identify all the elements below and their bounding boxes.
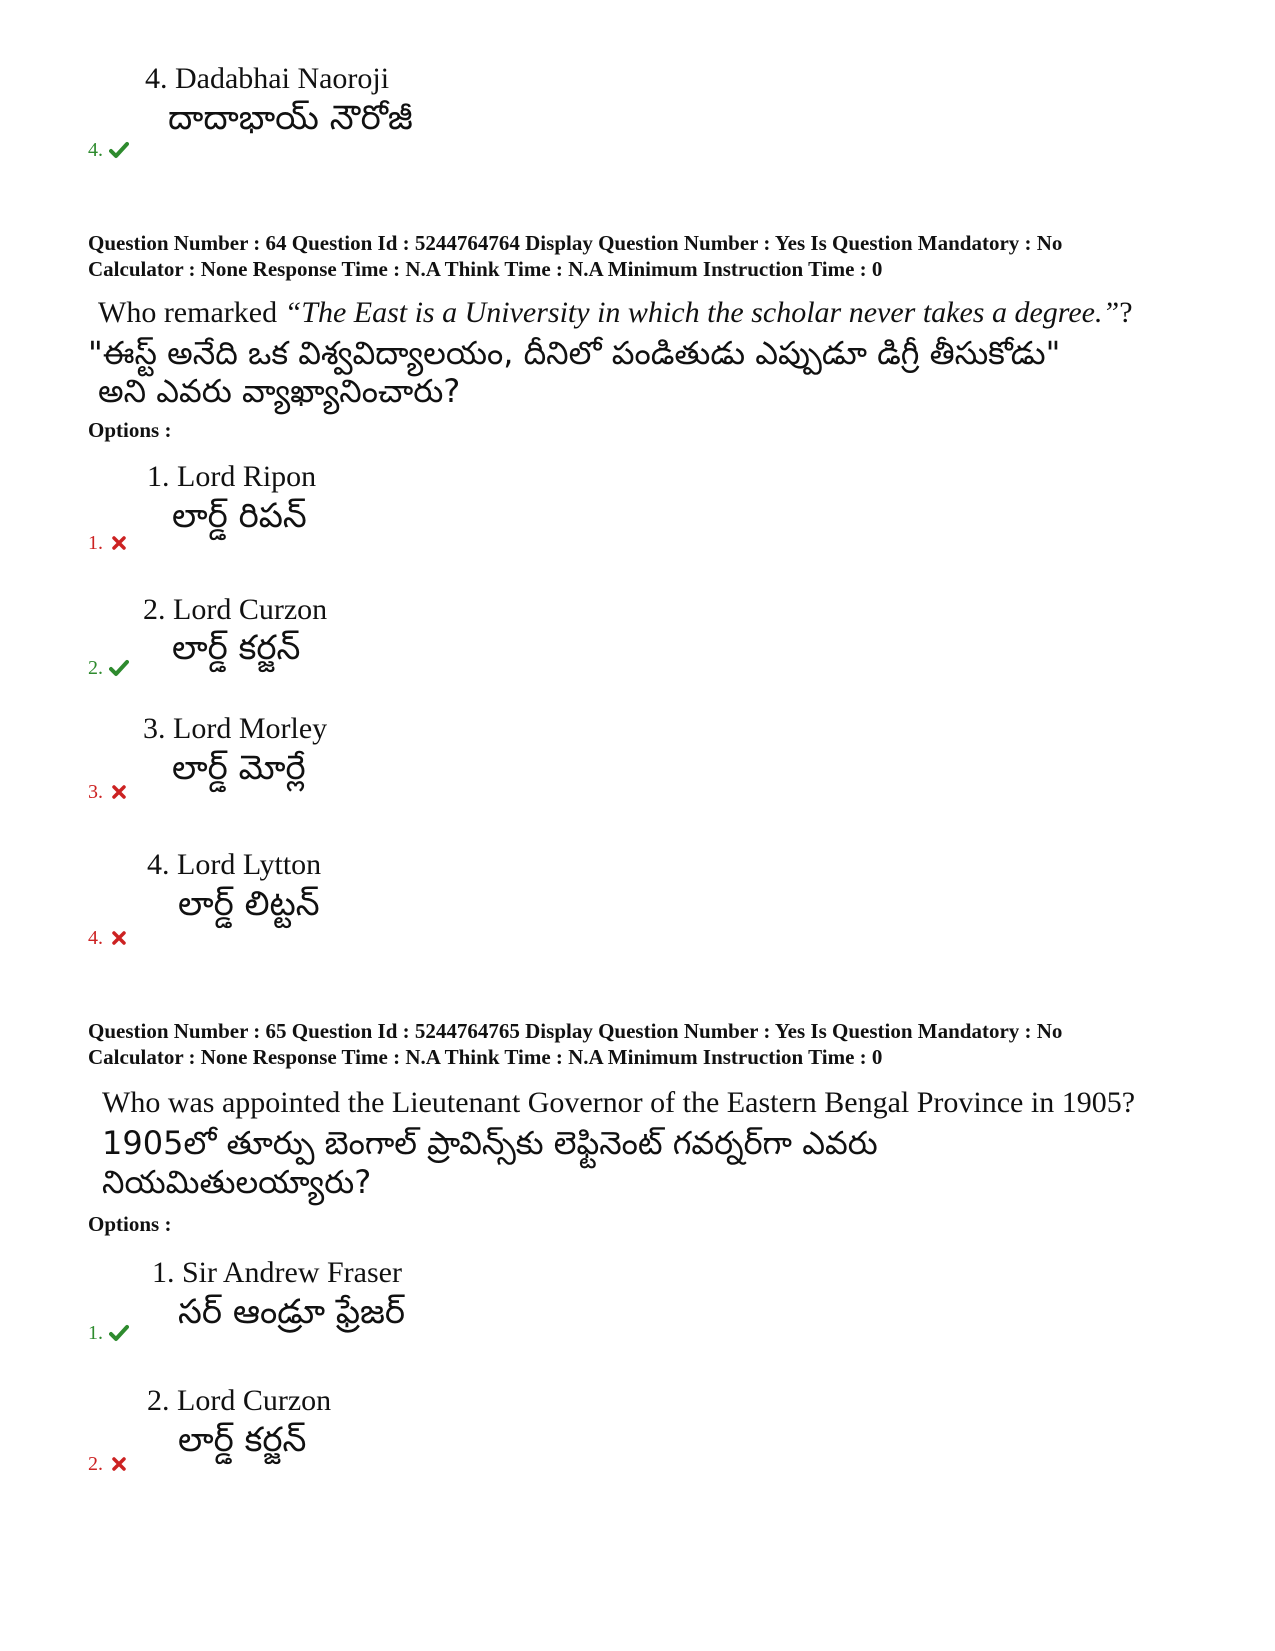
q64-option-3-marker xyxy=(88,780,127,804)
cross-icon xyxy=(111,1456,127,1472)
cross-icon xyxy=(111,930,127,946)
q64-options-label: Options : xyxy=(88,418,172,442)
check-icon xyxy=(109,1323,129,1343)
q65-option-1-telugu: సర్ ఆండ్రూ ఫ్రేజర్ xyxy=(178,1292,406,1332)
q64-question-telugu-line-2: అని ఎవరు వ్యాఖ్యానించారు? xyxy=(98,372,461,410)
q64-meta-line-2: Calculator : None Response Time : N.A Think Time : N.A Minimum Instruction Time : 0 xyxy=(88,257,883,281)
q64-question-suffix: ? xyxy=(1119,296,1133,329)
q65-option-1-english: 1. Sir Andrew Fraser xyxy=(152,1256,402,1289)
marker-number: 1. xyxy=(88,1321,103,1344)
check-icon xyxy=(109,658,129,678)
cross-icon xyxy=(111,784,127,800)
q64-option-1-marker xyxy=(88,531,127,555)
q64-question-telugu-line-1: "ఈస్ట్ అనేది ఒక విశ్వవిద్యాలయం, దీనిలో పండితుడు ఎప్పుడూ డిగ్రీ తీసుకోడు" xyxy=(88,334,1061,372)
q65-option-2-english: 2. Lord Curzon xyxy=(147,1384,332,1417)
q64-question-quote: “The East is a University in which the scholar never takes a degree.” xyxy=(284,296,1120,329)
q64-option-4-telugu: లార్డ్ లిట్టన్ xyxy=(178,884,320,924)
q64-question-prefix: Who remarked xyxy=(98,296,285,329)
marker-number: 2. xyxy=(88,1452,103,1475)
q65-option-1-marker xyxy=(88,1321,129,1345)
q65-option-2-telugu: లార్డ్ కర్జన్ xyxy=(178,1420,307,1460)
prev-option-4-english: 4. Dadabhai Naoroji xyxy=(145,62,390,95)
prev-option-4-telugu: దాదాభాయ్ నౌరోజీ xyxy=(168,98,413,138)
marker-number: 3. xyxy=(88,780,103,803)
check-icon xyxy=(109,140,129,160)
q65-meta-line-2: Calculator : None Response Time : N.A Think Time : N.A Minimum Instruction Time : 0 xyxy=(88,1045,883,1069)
q64-option-1-telugu: లార్డ్ రిపన్ xyxy=(172,496,307,536)
q64-option-2-telugu: లార్డ్ కర్జన్ xyxy=(172,628,301,668)
q64-question-english xyxy=(98,296,1133,330)
q65-question-telugu-line-1: 1905లో తూర్పు బెంగాల్ ప్రావిన్స్‌కు లెఫ్టినెంట్ గవర్నర్‌గా ఎవరు xyxy=(102,1124,878,1162)
q64-option-1-english: 1. Lord Ripon xyxy=(147,460,317,493)
marker-number: 4. xyxy=(88,926,103,949)
q64-option-4-marker xyxy=(88,926,127,950)
q64-option-2-marker xyxy=(88,656,129,680)
marker-number: 4. xyxy=(88,138,103,161)
q64-option-3-telugu: లార్డ్ మోర్లే xyxy=(172,748,306,788)
q65-question-telugu-line-2: నియమితులయ్యారు? xyxy=(102,1163,372,1201)
q65-meta-line-1: Question Number : 65 Question Id : 5244764765 Display Question Number : Yes Is Question Mandatory : No xyxy=(88,1019,1063,1043)
q64-option-4-english: 4. Lord Lytton xyxy=(147,848,322,881)
q65-question-english: Who was appointed the Lieutenant Governor of the Eastern Bengal Province in 1905? xyxy=(102,1086,1136,1119)
q65-option-2-marker xyxy=(88,1452,127,1476)
cross-icon xyxy=(111,535,127,551)
q64-option-3-english: 3. Lord Morley xyxy=(143,712,328,745)
q64-meta-line-1: Question Number : 64 Question Id : 5244764764 Display Question Number : Yes Is Question Mandatory : No xyxy=(88,231,1063,255)
q65-options-label: Options : xyxy=(88,1212,172,1236)
q64-option-2-english: 2. Lord Curzon xyxy=(143,593,328,626)
marker-number: 2. xyxy=(88,656,103,679)
marker-number: 1. xyxy=(88,531,103,554)
prev-option-4-marker xyxy=(88,138,129,162)
